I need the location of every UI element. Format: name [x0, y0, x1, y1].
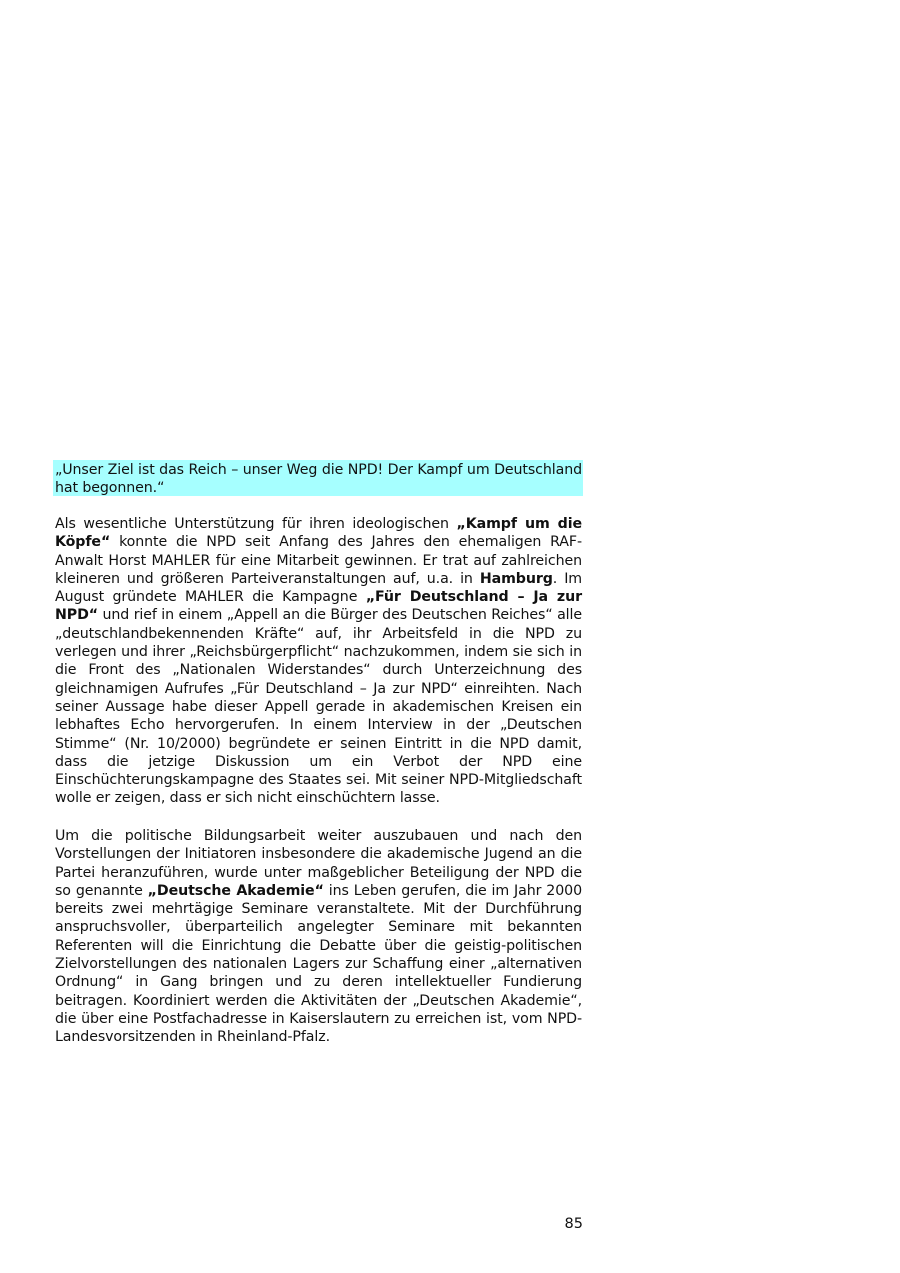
- paragraph-text: konnte die NPD seit Anfang des Jahres den ehemaligen RAF-Anwalt Horst MAHLER für eine Mitarbeit gewinnen. Er trat auf zahlreichen kleineren und größeren Parteiveranstaltungen auf, u.a. in: [55, 534, 582, 587]
- paragraph-text: Als wesentliche Unterstützung für ihren ideologischen: [55, 516, 457, 532]
- emphasis-kampf-um-die-koepfe: „Kampf um die Köpfe“: [55, 516, 582, 551]
- paragraph-mahler: [55, 515, 582, 808]
- paragraph-text: . Im August gründete MAHLER die Kampagne: [55, 570, 582, 606]
- paragraph-text: ins Leben gerufen, die im Jahr 2000 bereits zwei mehrtägige Seminare veranstaltete. Mit der Durchführung anspruchsvoller, überparteilich angelegter Seminare mit bekannten Referenten will die Einrichtung die Debatte über die geistig-politischen Zielvorstellungen des nationalen Lagers zur Schaffung einer „alternativen Ordnung“ in Gang bringen und zu deren intellektueller Fundierung beitragen. Koordiniert werden die Aktivitäten der „Deutschen Akademie“, die über eine Postfachadresse in Kaiserslautern zu erreichen ist, vom NPD-Landesvorsitzenden in Rheinland-Pfalz.: [55, 882, 582, 1046]
- page-number: 85: [564, 1216, 583, 1232]
- emphasis-deutsche-akademie: „Deutsche Akademie“: [147, 882, 324, 899]
- paragraph-text: und rief in einem „Appell an die Bürger des Deutschen Reiches“ alle „deutschlandbekennenden Kräfte“ auf, ihr Arbeitsfeld in die NPD zu verlegen und ihrer „Reichsbürgerpflicht“ nachzukommen, indem sie sich in die Front des „Nationalen Widerstandes“ durch Unterzeichnung des gleichnamigen Aufrufes „Für Deutschland – Ja zur NPD“ einreihten. Nach seiner Aussage habe dieser Appell gerade in akademischen Kreisen ein lebhaftes Echo hervorgerufen. In einem Interview in der „Deutschen Stimme“ (Nr. 10/2000) begründete er seinen Eintritt in die NPD damit, dass die jetzige Diskussion um ein Verbot der NPD eine Einschüchterungskampagne des Staates sei. Mit seiner NPD-Mitgliedschaft wolle er zeigen, dass er sich nicht einschüchtern lasse.: [55, 607, 582, 807]
- emphasis-hamburg: Hamburg: [479, 570, 553, 587]
- quote-text: „Unser Ziel ist das Reich – unser Weg die NPD! Der Kampf um Deutschland hat begonnen.“: [55, 462, 582, 497]
- paragraph-text: Um die politische Bildungsarbeit weiter auszubauen und nach den Vorstellungen der Initiatoren insbesondere die akademische Jugend an die Partei heranzuführen, wurde unter maßgeblicher Beteiligung der NPD die so genannte: [55, 828, 582, 899]
- emphasis-campaign-title: „Für Deutschland – Ja zur NPD“: [55, 589, 582, 624]
- highlighted-quote: [55, 461, 582, 498]
- paragraph-deutsche-akademie: [55, 827, 582, 1047]
